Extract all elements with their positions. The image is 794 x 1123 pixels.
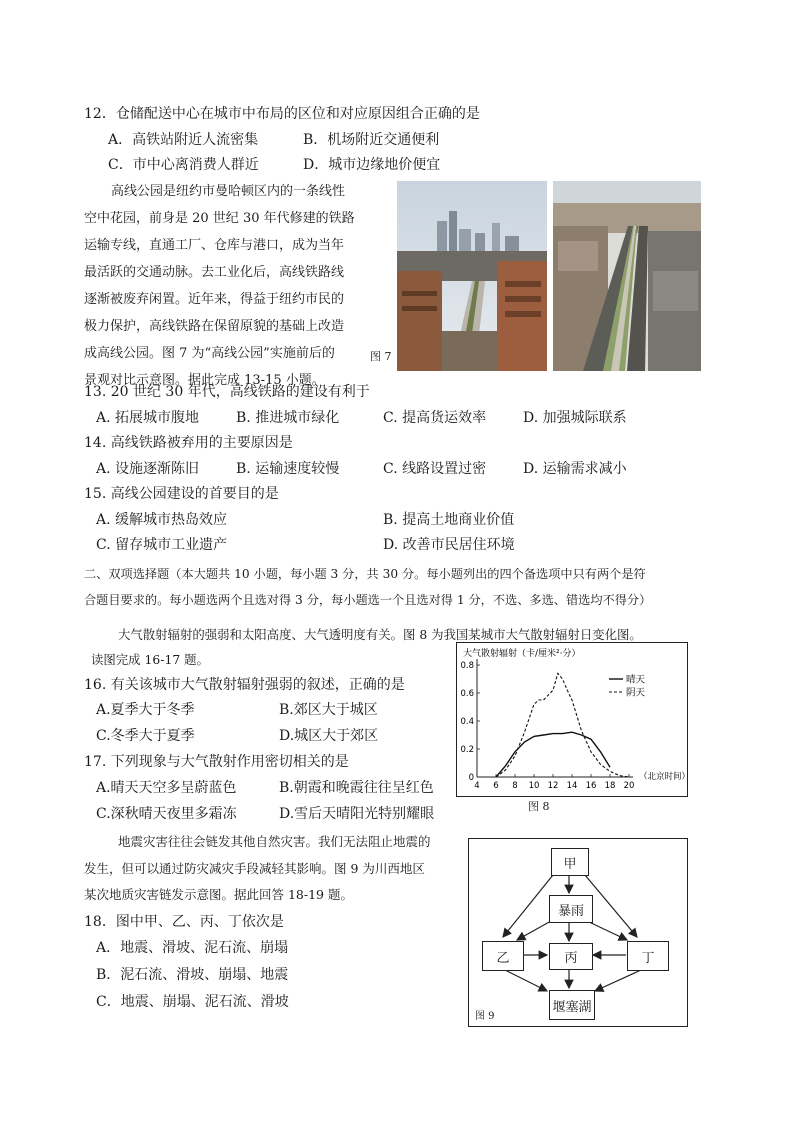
passage1-line-8: 景观对比示意图。据此完成 13-15 小题。 xyxy=(84,373,325,388)
q16-option-d[interactable]: D.城区大于郊区 xyxy=(279,728,379,744)
q13-option-b[interactable]: B. 推进城市绿化 xyxy=(236,410,340,426)
fig8-chart-frame xyxy=(456,642,688,797)
q15-option-c[interactable]: C. 留存城市工业遗产 xyxy=(96,537,228,553)
passage1-line-3: 运输专线，直通工厂、仓库与港口，成为当年 xyxy=(84,238,345,253)
q14-stem: 14. 高线铁路被弃用的主要原因是 xyxy=(84,435,293,451)
x-tick-label: 6 xyxy=(493,781,499,791)
section2-instructions-line-1: 二、双项选择题（本大题共 10 小题，每小题 3 分，共 30 分。每小题列出的四个备选项中只有两个是符 xyxy=(84,567,646,581)
x-tick-label: 4 xyxy=(474,781,480,791)
fig9-label: 图 9 xyxy=(475,1011,495,1022)
node-yi: 乙 xyxy=(482,941,524,971)
arrow-rain-to-ding xyxy=(587,921,627,940)
q13-option-a[interactable]: A. 拓展城市腹地 xyxy=(96,410,200,426)
q13-option-c[interactable]: C. 提高货运效率 xyxy=(383,410,487,426)
chart-axes xyxy=(460,659,634,791)
q15-option-d[interactable]: D. 改善市民居住环境 xyxy=(383,537,515,553)
q16-option-a[interactable]: A.夏季大于冬季 xyxy=(96,702,195,718)
q14-option-c[interactable]: C. 线路设置过密 xyxy=(383,461,487,477)
passage2-line-1: 大气散射辐射的强弱和太阳高度、大气透明度有关。图 8 为我国某城市大气散射辐射日变化图。 xyxy=(118,627,642,642)
arrow-yi-to-lake xyxy=(505,970,547,991)
q18-stem: 18．图中甲、乙、丙、丁依次是 xyxy=(84,914,284,930)
passage-high-line xyxy=(84,178,374,394)
y-tick-label: 0.8 xyxy=(460,661,474,671)
q17-option-a[interactable]: A.晴天天空多呈蔚蓝色 xyxy=(96,780,237,796)
q14-option-d[interactable]: D. 运输需求减小 xyxy=(523,461,627,477)
y-tick-label: 0.2 xyxy=(460,745,474,755)
q14-option-a[interactable]: A. 设施逐渐陈旧 xyxy=(96,461,200,477)
x-tick-label: 10 xyxy=(528,781,540,791)
q12-option-d[interactable]: D．城市边缘地价便宜 xyxy=(303,157,441,173)
fig7-photo-after xyxy=(553,181,701,371)
y-tick-label: 0.4 xyxy=(460,717,474,727)
passage2-line-2: 读图完成 16-17 题。 xyxy=(91,652,209,667)
x-tick-label: 20 xyxy=(623,781,635,791)
q18-option-b[interactable]: B．泥石流、滑坡、崩塌、地震 xyxy=(96,967,289,983)
q12-option-c[interactable]: C．市中心离消费人群近 xyxy=(108,157,259,173)
fig8-chart xyxy=(457,643,687,796)
section2-instructions-line-2: 合题目要求的。每小题选两个且选对得 3 分，每小题选一个且选对得 1 分，不选、多选、错选均不得分） xyxy=(84,593,652,607)
q15-stem: 15. 高线公园建设的首要目的是 xyxy=(84,486,279,502)
q16-option-c[interactable]: C.冬季大于夏季 xyxy=(96,728,195,744)
fig8-label: 图 8 xyxy=(528,800,550,813)
q13-stem: 13. 20 世纪 30 年代，高线铁路的建设有利于 xyxy=(84,384,370,400)
q17-option-c[interactable]: C.深秋晴天夜里多霜冻 xyxy=(96,806,237,822)
arrow-rain-to-yi xyxy=(517,921,551,940)
q12-stem: 12．仓储配送中心在城市中布局的区位和对应原因组合正确的是 xyxy=(84,106,480,122)
node-jia: 甲 xyxy=(551,848,589,876)
chart-xlabel: （北京时间） xyxy=(639,772,687,782)
q17-option-b[interactable]: B.朝霞和晚霞往往呈红色 xyxy=(279,780,434,796)
y-tick-label: 0 xyxy=(468,773,474,783)
passage1-line-4: 最活跃的交通动脉。去工业化后，高线铁路线 xyxy=(84,265,345,280)
arrow-ding-to-lake xyxy=(595,970,641,991)
passage1-line-1: 高线公园是纽约市曼哈顿区内的一条线性 xyxy=(111,184,346,199)
node-ding: 丁 xyxy=(627,941,669,971)
passage3-line-1: 地震灾害往往会链发其他自然灾害。我们无法阻止地震的 xyxy=(118,834,431,849)
x-tick-label: 16 xyxy=(585,781,597,791)
passage1-line-5: 逐渐被废弃闲置。近年来，得益于纽约市民的 xyxy=(84,292,345,307)
passage1-line-6: 极力保护，高线铁路在保留原貌的基础上改造 xyxy=(84,319,345,334)
q14-option-b[interactable]: B. 运输速度较慢 xyxy=(236,461,340,477)
q18-option-a[interactable]: A．地震、滑坡、泥石流、崩塌 xyxy=(96,940,289,956)
passage3-line-3: 某次地质灾害链发示意图。据此回答 18-19 题。 xyxy=(84,887,353,902)
q16-stem: 16. 有关该城市大气散射辐射强弱的叙述，正确的是 xyxy=(84,677,405,693)
y-tick-label: 0.6 xyxy=(460,689,474,699)
chart-legend xyxy=(609,674,646,699)
q18-option-c[interactable]: C．地震、崩塌、泥石流、滑坡 xyxy=(96,994,289,1010)
x-tick-label: 18 xyxy=(604,781,616,791)
passage1-line-7: 成高线公园。图 7 为“高线公园”实施前后的 xyxy=(84,346,335,361)
x-tick-label: 8 xyxy=(512,781,518,791)
q17-option-d[interactable]: D.雪后天晴阳光特别耀眼 xyxy=(279,806,435,822)
chart-series xyxy=(496,673,629,777)
q17-stem: 17. 下列现象与大气散射作用密切相关的是 xyxy=(84,754,349,770)
q12-option-b[interactable]: B．机场附近交通便利 xyxy=(303,132,440,148)
series-line-overcast xyxy=(496,673,629,777)
node-bing: 丙 xyxy=(549,943,593,970)
node-rainstorm: 暴雨 xyxy=(549,895,593,923)
legend-label-sunny: 晴天 xyxy=(626,674,646,686)
q15-option-a[interactable]: A. 缓解城市热岛效应 xyxy=(96,512,228,528)
q12-option-a[interactable]: A．高铁站附近人流密集 xyxy=(108,132,259,148)
passage1-line-2: 空中花园，前身是 20 世纪 30 年代修建的铁路 xyxy=(84,211,355,226)
chart-ylabel: 大气散射辐射（卡/厘米²·分） xyxy=(463,649,581,659)
legend-label-overcast: 阴天 xyxy=(626,687,646,699)
x-tick-label: 12 xyxy=(547,781,559,791)
passage3-line-2: 发生，但可以通过防灾减灾手段减轻其影响。图 9 为川西地区 xyxy=(84,861,425,876)
fig7-label: 图 7 xyxy=(370,350,392,363)
fig7-photo-before xyxy=(397,181,547,371)
q13-option-d[interactable]: D. 加强城际联系 xyxy=(523,410,627,426)
fig9-diagram-frame xyxy=(468,838,688,1027)
q15-option-b[interactable]: B. 提高土地商业价值 xyxy=(383,512,515,528)
arrow-jia-to-yi xyxy=(503,875,553,937)
x-tick-label: 14 xyxy=(566,781,578,791)
q16-option-b[interactable]: B.郊区大于城区 xyxy=(279,702,378,718)
node-barrier-lake: 堰塞湖 xyxy=(549,990,595,1020)
